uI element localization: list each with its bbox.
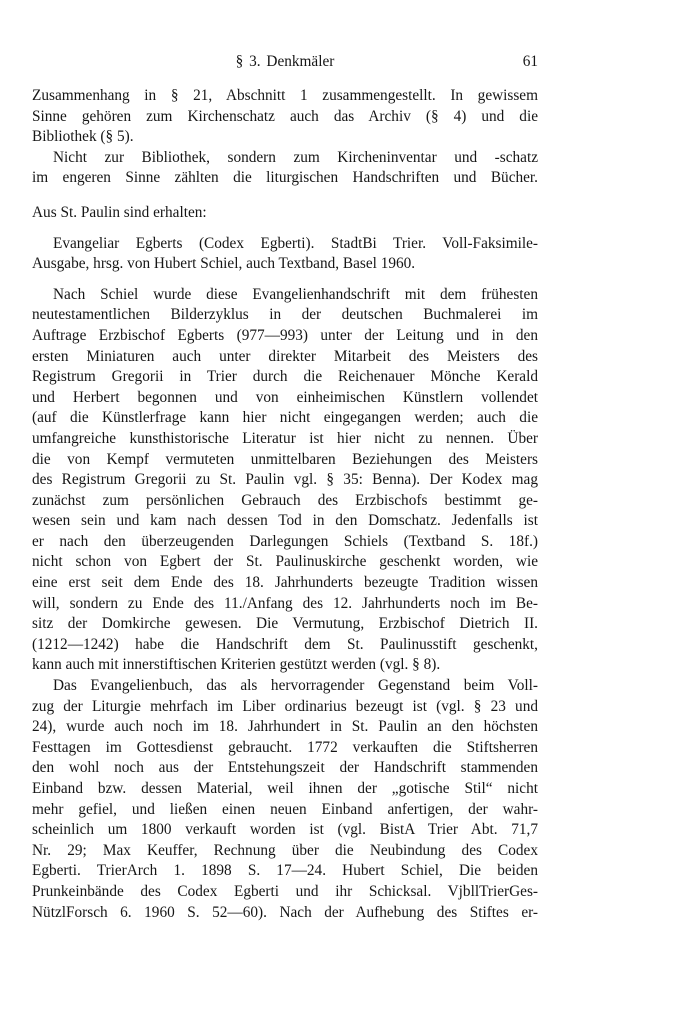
text-line: scheinlich um 1800 verkauft worden ist (vgl. BistA Trier Abt. 71,7 bbox=[32, 821, 538, 839]
para-evangeliar bbox=[32, 234, 538, 275]
text-line: (1212—1242) habe die Handschrift dem St. Paulinusstift geschenkt, bbox=[32, 635, 538, 653]
para-aus-st-paulin bbox=[32, 203, 538, 224]
text-line: Egberti. TrierArch 1. 1898 S. 17—24. Hubert Schiel, Die beiden bbox=[32, 862, 538, 880]
text-line: er nach den überzeugenden Darlegungen Schiels (Textband S. 18f.) bbox=[32, 532, 538, 550]
text-line: kann auch mit innerstiftischen Kriterien gestützt werden (vgl. § 8). bbox=[32, 656, 441, 674]
text-line: den wohl noch aus der Entstehungszeit der Handschrift stammenden bbox=[32, 759, 538, 777]
text-line: Evangeliar Egberts (Codex Egberti). StadtBi Trier. Voll-Faksimile- bbox=[53, 234, 538, 252]
para-continuation bbox=[32, 86, 538, 148]
text-line: zug der Liturgie mehrfach im Liber ordinarius bezeugt ist (vgl. § 23 und bbox=[32, 697, 538, 715]
text-line: wesen sein und kam nach dessen Tod in den Domschatz. Jedenfalls ist bbox=[32, 512, 538, 530]
text-line: Nr. 29; Max Keuffer, Rechnung über die Neubindung des Codex bbox=[32, 841, 538, 859]
text-line: Ausgabe, hrsg. von Hubert Schiel, auch Textband, Basel 1960. bbox=[32, 255, 416, 273]
text-line: im engeren Sinne zählten die liturgischen Handschriften und Bücher. bbox=[32, 169, 538, 187]
section-title: § 3. Denkmäler bbox=[235, 53, 335, 70]
text-line: umfangreiche kunsthistorische Literatur ist hier nicht zu nennen. Über bbox=[32, 429, 538, 447]
text-line: Festtagen im Gottesdienst gebraucht. 1772 verkauften die Stiftsherren bbox=[32, 738, 538, 756]
text-line: eine erst seit dem Ende des 18. Jahrhunderts bezeugte Tradition wissen bbox=[32, 574, 538, 592]
text-line: NützlForsch 6. 1960 S. 52—60). Nach der Aufhebung des Stiftes er- bbox=[32, 903, 538, 921]
para-nach-schiel bbox=[32, 285, 538, 676]
text-line: will, sondern zu Ende des 11./Anfang des 12. Jahrhunderts noch im Be- bbox=[32, 594, 538, 612]
text-line: Sinne gehören zum Kirchenschatz auch das Archiv (§ 4) und die bbox=[32, 107, 538, 125]
text-line: neutestamentlichen Bilderzyklus in der deutschen Buchmalerei im bbox=[32, 306, 538, 324]
text-line: mehr gefiel, und ließen einen neuen Einband anfertigen, der wahr- bbox=[32, 800, 538, 818]
text-line: Bibliothek (§ 5). bbox=[32, 128, 134, 146]
para-evangelienbuch bbox=[32, 676, 538, 923]
text-line: nicht schon von Egbert der St. Paulinuskirche geschenkt worden, wie bbox=[32, 553, 538, 571]
text-line: 24), wurde auch noch im 18. Jahrhundert in St. Paulin an den höchsten bbox=[32, 718, 538, 736]
text-block bbox=[32, 86, 538, 923]
page-number: 61 bbox=[522, 53, 538, 70]
text-line: zunächst zum persönlichen Gebrauch des Erzbischofs bestimmt ge- bbox=[32, 491, 538, 509]
text-line: Zusammenhang in § 21, Abschnitt 1 zusammengestellt. In gewissem bbox=[32, 87, 538, 104]
text-line: Nach Schiel wurde diese Evangelienhandschrift mit dem frühesten bbox=[53, 285, 538, 303]
text-line: Aus St. Paulin sind erhalten: bbox=[32, 203, 207, 221]
text-line: Auftrage Erzbischof Egberts (977—993) unter der Leitung und in den bbox=[32, 326, 538, 344]
running-header bbox=[32, 51, 538, 72]
text-line: und Herbert begonnen und von einheimischen Künstlern vollendet bbox=[32, 388, 538, 406]
text-line: ersten Miniaturen auch unter direkter Mitarbeit des Meisters des bbox=[32, 347, 538, 365]
text-line: Einband bzw. dessen Material, weil ihnen der „gotische Stil“ nicht bbox=[32, 780, 538, 797]
text-line: Registrum Gregorii in Trier durch die Reichenauer Mönche Kerald bbox=[32, 368, 538, 386]
text-line: Nicht zur Bibliothek, sondern zum Kircheninventar und -schatz bbox=[53, 148, 538, 166]
para-kircheninventar bbox=[32, 148, 538, 189]
text-line: sitz der Domkirche gewesen. Die Vermutung, Erzbischof Dietrich II. bbox=[32, 615, 538, 633]
text-line: des Registrum Gregorii zu St. Paulin vgl. § 35: Benna). Der Kodex mag bbox=[32, 471, 538, 489]
text-line: die von Kempf vermuteten unmittelbaren Beziehungen des Meisters bbox=[32, 450, 538, 468]
text-line: (auf die Künstlerfrage kann hier nicht eingegangen werden; auch die bbox=[32, 409, 538, 427]
text-line: Das Evangelienbuch, das als hervorragender Gegenstand beim Voll- bbox=[53, 677, 538, 695]
text-line: Prunkeinbände des Codex Egberti und ihr Schicksal. VjbllTrierGes- bbox=[32, 882, 538, 900]
